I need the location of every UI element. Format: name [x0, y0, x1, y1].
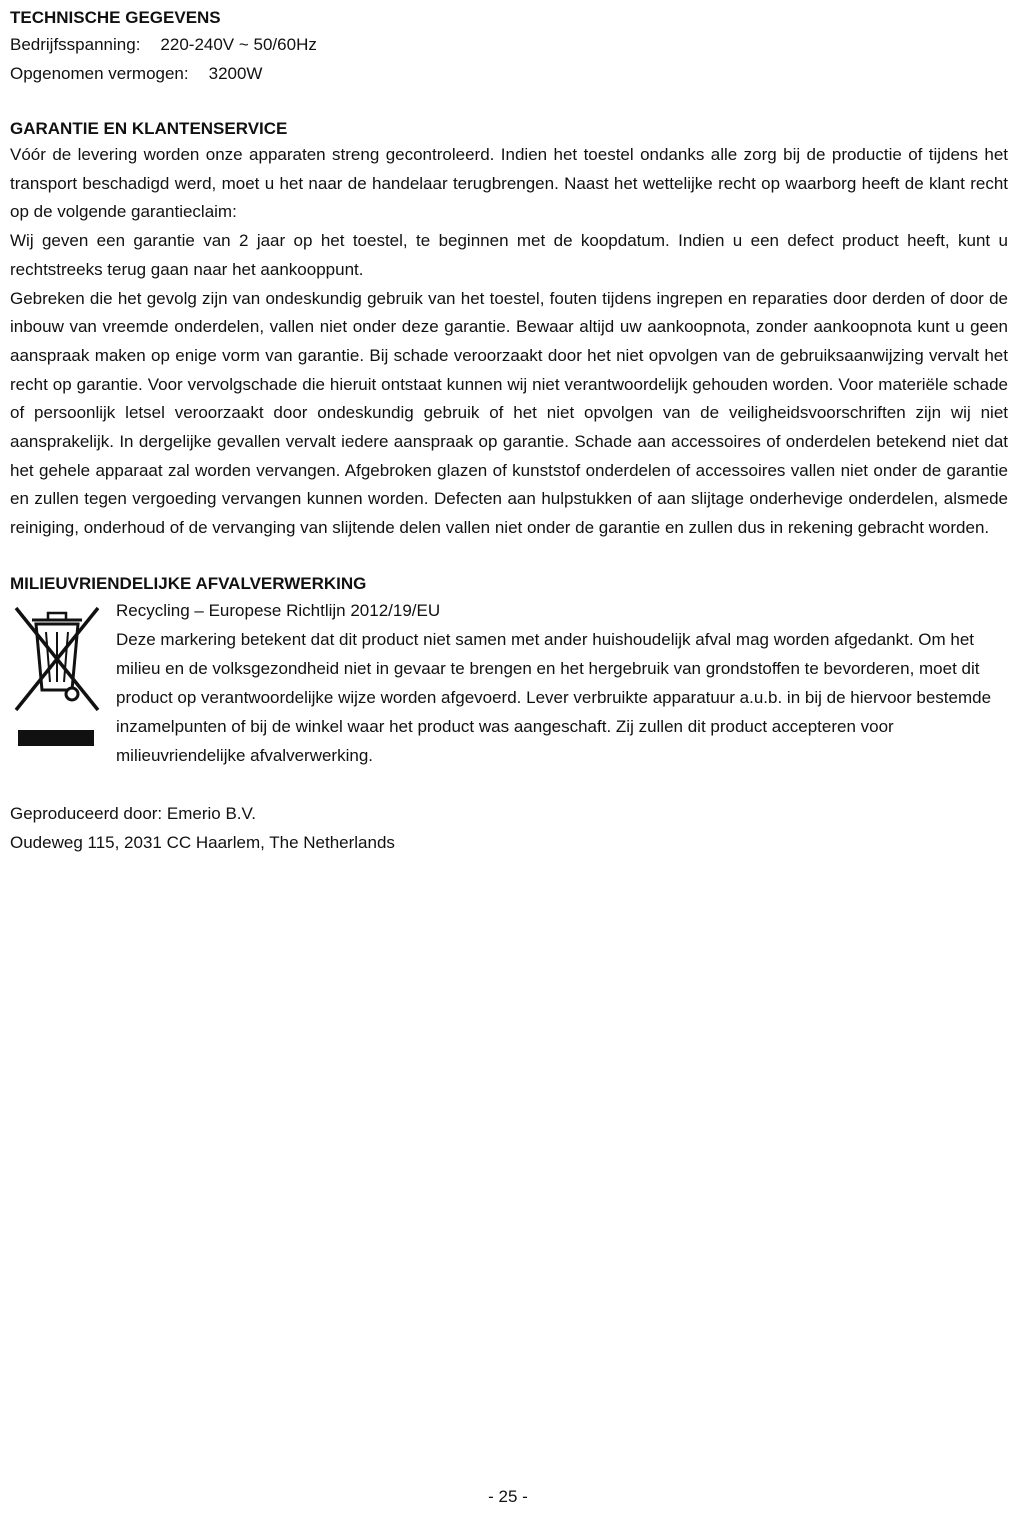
spacer: [10, 88, 1008, 117]
document-page: [10, 6, 1008, 857]
voltage-row: [10, 30, 1008, 59]
weee-crossed-bin-icon: [10, 600, 104, 750]
weee-block: [10, 596, 1008, 770]
manufacturer-address: Oudeweg 115, 2031 CC Haarlem, The Netherlands: [10, 832, 395, 852]
voltage-value: 220-240V ~ 50/60Hz: [160, 35, 317, 54]
power-value: 3200W: [208, 64, 263, 83]
power-label: Opgenomen vermogen:: [10, 64, 189, 83]
environment-heading: MILIEUVRIENDELIJKE AFVALVERWERKING: [10, 573, 367, 593]
warranty-heading: GARANTIE EN KLANTENSERVICE: [10, 119, 288, 138]
recycling-directive: Recycling – Europese Richtlijn 2012/19/EU: [116, 600, 441, 620]
tech-heading: TECHNISCHE GEGEVENS: [10, 8, 221, 27]
warranty-paragraph-2: Wij geven een garantie van 2 jaar op het toestel, te beginnen met de koopdatum. Indien u een defect product heeft, kunt u rechtstreeks terug gaan naar het aankooppunt.: [10, 231, 1008, 279]
spacer: [10, 543, 1008, 572]
power-row: [10, 59, 1008, 88]
weee-description: Deze markering betekent dat dit product niet samen met ander huishoudelijk afval mag worden afgedankt. Om het milieu en de volksgezondheid niet in gevaar te brengen en het hergebruik van grondstoffen te bevorderen, moet dit product op verantwoordelijke wijze worden afgevoerd. Lever verbruikte apparatuur a.u.b. in bij de hiervoor bestemde inzamelpunten of bij de winkel waar het product was aangeschaft. Zij zullen dit product accepteren voor milieuvriendelijke afvalverwerking.: [116, 629, 992, 765]
spacer: [10, 770, 1008, 799]
manufacturer-name: Geproduceerd door: Emerio B.V.: [10, 803, 257, 823]
page-number: - 25 -: [488, 1487, 528, 1506]
voltage-label: Bedrijfsspanning:: [10, 35, 141, 54]
warranty-paragraph-3: Gebreken die het gevolg zijn van ondeskundig gebruik van het toestel, fouten tijdens ingrepen en reparaties door derden of door de inbouw van vreemde onderdelen, vallen niet onder deze garantie. Bewaar altijd uw aankoopnota, zonder aankoopnota kunt u geen aanspraak maken op enige vorm van garantie. Bij schade veroorzaakt door het niet opvolgen van de gebruiksaanwijzing vervalt het recht op garantie. Voor vervolgschade die hieruit ontstaat kunnen wij niet verantwoordelijk gehouden worden. Voor materiële schade of persoonlijk letsel veroorzaakt door ondeskundig gebruik of het niet opvolgen van de veiligheidsvoorschriften zijn wij niet aansprakelijk. In dergelijke gevallen vervalt iedere aanspraak op garantie. Schade aan accessoires of onderdelen betekend niet dat het gehele apparaat zal worden vervangen. Afgebroken glazen of kunststof onderdelen of accessoires vallen niet onder de garantie en zullen tegen vergoeding vervangen kunnen worden. Defecten aan hulpstukken of aan slijtage onderhevige onderdelen, alsmede reiniging, onderhoud of de vervanging van slijtende delen vallen niet onder de garantie en zullen dus in rekening gebracht worden.: [10, 288, 1008, 538]
warranty-paragraph-1: Vóór de levering worden onze apparaten streng gecontroleerd. Indien het toestel ondanks alle zorg bij de productie of tijdens het transport beschadigd werd, moet u het naar de handelaar terugbrengen. Naast het wettelijke recht op waarborg heeft de klant recht op de volgende garantieclaim:: [10, 145, 1008, 222]
